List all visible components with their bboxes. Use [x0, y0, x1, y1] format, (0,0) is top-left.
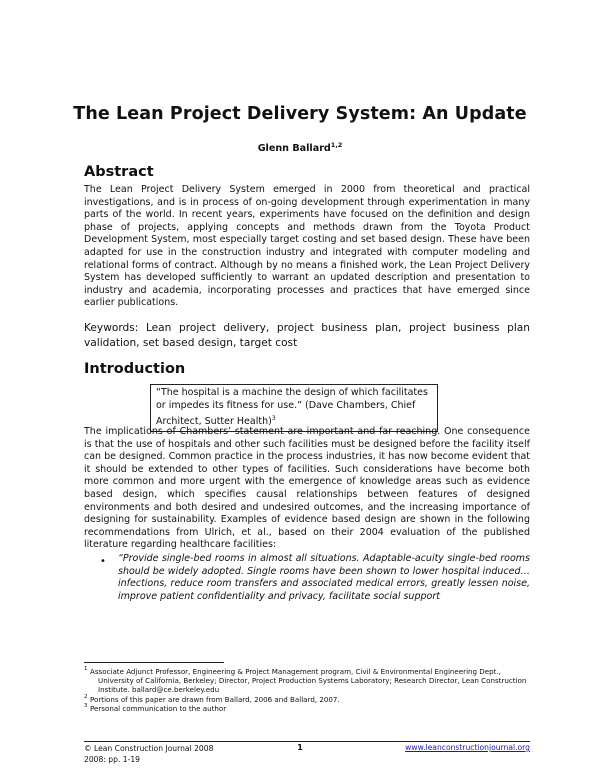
page-number: 1	[297, 743, 303, 752]
abstract-text: The Lean Project Delivery System emerged in 2000 from theoretical and practical investigations, and is in process of on-going development through experimentation in many parts of the world. In recent years, experiments have focused on the definition and design phase of projects, applying concepts and methods drawn from the Toyota Product Development System, most especially target costing and set based design. These have been adapted for use in the construction industry and integrated with computer modeling and relational forms of contract. Although by no means a finished work, the Lean Project Delivery System has developed sufficiently to warrant an updated description and presentation to industry and academia, incorporating processes and practices that have emerged since earlier publications.	[84, 184, 530, 309]
footnote-1-text: Associate Adjunct Professor, Engineering & Project Management program, Civil & Environmental Engineering Dept., University of California, Berkeley; Director, Project Production Systems Laboratory; Research Director, Lean Construction Institute. ballard@ce.berkeley.edu	[90, 667, 527, 694]
footer-pages: 2008: pp. 1-19	[84, 755, 141, 764]
bullet-symbol: •	[100, 556, 106, 567]
footnote-1-number: 1	[84, 666, 88, 672]
footnote-rule	[84, 662, 224, 663]
footer-rule	[84, 741, 530, 742]
epigraph-footnote-mark: 3	[271, 414, 276, 422]
footnote-3-text: Personal communication to the author	[90, 704, 227, 713]
keywords: Keywords: Lean project delivery, project business plan, project business plan validation, set based design, target cost	[84, 322, 530, 349]
bullet-quote: “Provide single-bed rooms in almost all situations. Adaptable-acuity single-bed rooms should be widely adopted. Single rooms have been shown to lower hospital induced…infections, reduce room transfers and associated medical errors, greatly lessen noise, improve patient confidentiality and privacy, facilitate social support	[118, 553, 530, 603]
footnote-2-text: Portions of this paper are drawn from Ballard, 2006 and Ballard, 2007.	[90, 695, 340, 704]
author-name: Glenn Ballard	[257, 143, 331, 155]
introduction-text: The implications of Chambers’ statement are important and far reaching. One consequence is that the use of hospitals and other such facilities must be designed before the facility itself can be designed. Common practice in the process industries, it has now become evident that it should be extended to other types of facilities. Such considerations have become both more common and more urgent with the emergence of knowledge areas such as evidence based design, which specifies causal relationships between features of designed environments and both desired and undesired outcomes, and the increasing importance of designing for sustainability. Examples of evidence based design are shown in the following recommendations from Ulrich, et al., based on their 2004 evaluation of the published literature regarding healthcare facilities:	[84, 426, 530, 551]
author-footnote-marks: 1,2	[330, 141, 343, 149]
author-line	[0, 141, 600, 154]
epigraph-quote-box	[150, 384, 438, 432]
paper-title: The Lean Project Delivery System: An Update	[73, 104, 527, 124]
footnote-3-number: 3	[84, 703, 88, 709]
footnote-3	[84, 704, 530, 713]
footnote-2	[84, 695, 530, 704]
epigraph-quote: “The hospital is a machine the design of which facilitates or impedes its fitness for use.” (Dave Chambers, Chief Architect, Sutter Health)	[156, 387, 428, 427]
journal-url-link[interactable]: www.leanconstructionjournal.org	[405, 743, 530, 752]
abstract-heading: Abstract	[84, 164, 154, 180]
footnote-1	[84, 667, 530, 694]
footnote-2-number: 2	[84, 694, 88, 700]
footer-copyright: © Lean Construction Journal 2008	[84, 744, 214, 753]
introduction-heading: Introduction	[84, 361, 186, 377]
